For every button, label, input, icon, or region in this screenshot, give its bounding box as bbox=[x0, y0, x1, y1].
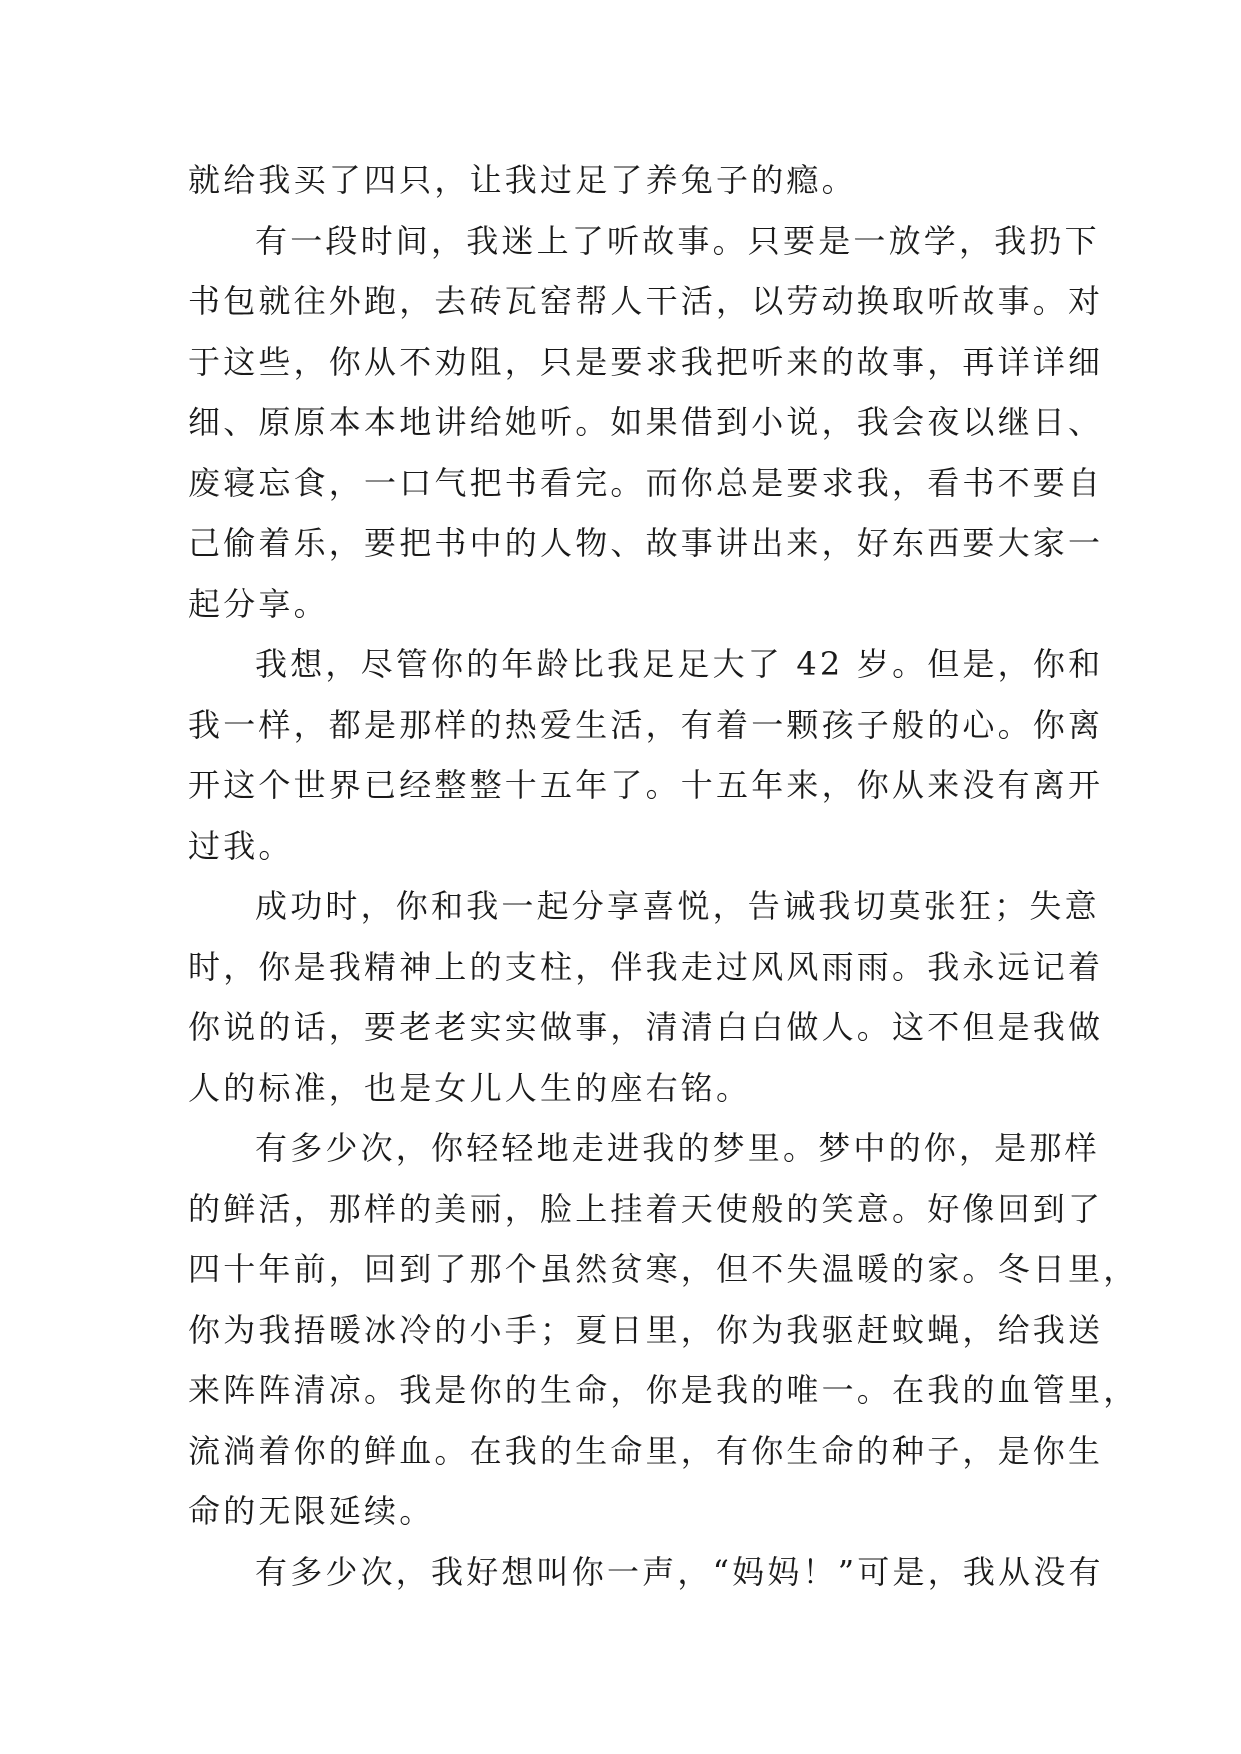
text-line: 就给我买了四只，让我过足了养兔子的瘾。 bbox=[188, 161, 857, 199]
text-line: 过我。 bbox=[188, 826, 294, 865]
text-line: 于这些，你从不劝阻，只是要求我把听来的故事，再详详细 bbox=[188, 342, 1104, 381]
text-line: 来阵阵清凉。我是你的生命，你是我的唯一。在我的血管里， bbox=[188, 1371, 1139, 1409]
text-line: 有多少次，你轻轻地走进我的梦里。梦中的你，是那样 bbox=[255, 1129, 1100, 1167]
text-line: 废寝忘食，一口气把书看完。而你总是要求我，看书不要自 bbox=[188, 463, 1104, 502]
text-line: 人的标准，也是女儿人生的座右铭。 bbox=[188, 1068, 752, 1107]
text-line: 的鲜活，那样的美丽，脸上挂着天使般的笑意。好像回到了 bbox=[188, 1189, 1104, 1228]
text-line: 命的无限延续。 bbox=[188, 1492, 435, 1530]
body-text bbox=[188, 150, 1139, 1602]
text-line: 你说的话，要老老实实做事，清清白白做人。这不但是我做 bbox=[188, 1008, 1104, 1046]
text-line: 细、原原本本地讲给她听。如果借到小说，我会夜以继日、 bbox=[188, 403, 1104, 441]
text-line: 开这个世界已经整整十五年了。十五年来，你从来没有离开 bbox=[188, 766, 1104, 804]
text-line: 己偷着乐，要把书中的人物、故事讲出来，好东西要大家一 bbox=[188, 524, 1104, 562]
text-line: 有一段时间，我迷上了听故事。只要是一放学，我扔下 bbox=[255, 221, 1100, 260]
text-line: 成功时，你和我一起分享喜悦，告诫我切莫张狂；失意 bbox=[255, 887, 1100, 925]
text-line: 四十年前，回到了那个虽然贫寒，但不失温暖的家。冬日里， bbox=[188, 1250, 1139, 1288]
text-line: 流淌着你的鲜血。在我的生命里，有你生命的种子，是你生 bbox=[188, 1431, 1104, 1470]
text-line: 有多少次，我好想叫你一声，“妈妈！”可是，我从没有 bbox=[255, 1552, 1104, 1591]
text-line: 起分享。 bbox=[188, 584, 329, 623]
text-line: 我一样，都是那样的热爱生活，有着一颗孩子般的心。你离 bbox=[188, 705, 1104, 744]
text-line: 书包就往外跑，去砖瓦窑帮人干活，以劳动换取听故事。对 bbox=[188, 282, 1104, 320]
text-line: 我想，尽管你的年龄比我足足大了 42 岁。但是，你和 bbox=[255, 645, 1104, 683]
text-line: 时，你是我精神上的支柱，伴我走过风风雨雨。我永远记着 bbox=[188, 947, 1104, 986]
text-line: 你为我捂暖冰冷的小手；夏日里，你为我驱赶蚊蝇，给我送 bbox=[188, 1310, 1104, 1349]
